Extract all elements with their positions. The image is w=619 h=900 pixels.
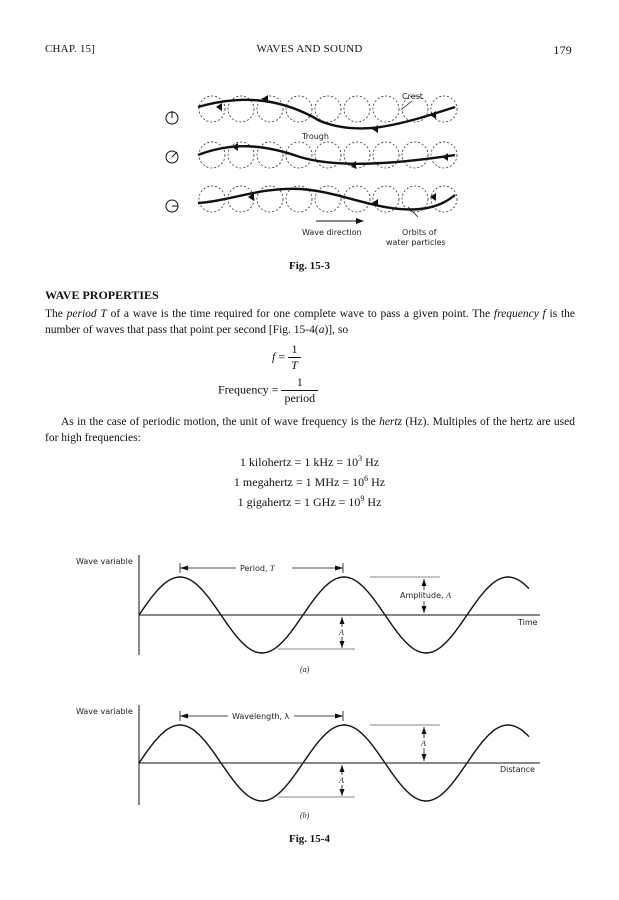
- orbit-arrows: [216, 95, 448, 207]
- section-heading: WAVE PROPERTIES: [45, 288, 159, 302]
- equation-frequency-equals-1-over-period: Frequency = $\frac{1}{\text{period}}$: [218, 375, 318, 406]
- wavelength-label: Wavelength, λ: [232, 712, 290, 721]
- paragraph-period-frequency: The period T of a wave is the time required for one complete wave to pass a given point. The frequency f is the number of waves that pass that point per second [Fig. 15-4(a)], so: [45, 308, 575, 336]
- orbits-label-line2: water particles: [386, 238, 446, 247]
- wave-profile-1: [198, 100, 455, 129]
- orbit-circle: [199, 142, 225, 168]
- unit-kilohertz: 1 kilohertz = 1 kHz = $10^3$ Hz: [239, 454, 380, 469]
- frequency-term: frequency f: [493, 308, 546, 320]
- period-term: period T: [66, 308, 107, 320]
- fig-15-4a-sublabel: (a): [300, 665, 310, 674]
- particle-orbits: [199, 96, 457, 212]
- lower-amplitude-label-b: A: [339, 776, 344, 785]
- orbit-circle: [402, 142, 428, 168]
- crest-label: Crest: [402, 92, 423, 101]
- amplitude-label: Amplitude, A: [400, 591, 451, 600]
- paragraph-hertz: As in the case of periodic motion, the unit of wave frequency is the hertz (Hz). Multiples of the hertz are used for high frequencies:: [45, 416, 575, 444]
- phase-icon-3: [166, 200, 178, 212]
- orbit-circle: [286, 96, 312, 122]
- equation-f-equals-1-over-T: f = $\frac{1}{T}$: [272, 342, 301, 373]
- orbit-circle: [373, 96, 399, 122]
- orbit-circle: [286, 142, 312, 168]
- fig-15-4b-ylabel: Wave variable: [76, 707, 133, 716]
- fig-15-4b-plot: [0, 700, 619, 830]
- orbit-circle: [315, 96, 341, 122]
- upper-amplitude-label-b: A: [421, 739, 426, 748]
- orbit-circle: [315, 186, 341, 212]
- unit-megahertz: 1 megahertz = 1 MHz = $10^6$ Hz: [233, 474, 386, 489]
- unit-gigahertz: 1 gigahertz = 1 GHz = $10^9$ Hz: [237, 494, 382, 509]
- fig-15-3-diagram: [0, 85, 619, 250]
- orbits-label-line1: Orbits of: [402, 228, 437, 237]
- fig-15-4a-plot: [0, 550, 619, 680]
- fig-15-3-caption: Fig. 15-3: [289, 260, 330, 272]
- chapter-header: CHAP. 15]: [45, 43, 96, 55]
- wave-direction-label: Wave direction: [302, 228, 362, 237]
- orbit-circle: [257, 142, 283, 168]
- fig-15-4a-xlabel: Time: [518, 618, 538, 627]
- page-number: 179: [553, 43, 572, 57]
- fig-15-4a-ylabel: Wave variable: [76, 557, 133, 566]
- fig-15-4b-xlabel: Distance: [500, 765, 535, 774]
- lower-amplitude-label-a: A: [339, 628, 344, 637]
- period-label: Period, T: [240, 564, 275, 573]
- orbit-circle: [228, 186, 254, 212]
- trough-label: Trough: [302, 132, 329, 141]
- orbit-circle: [344, 96, 370, 122]
- running-title: WAVES AND SOUND: [256, 43, 363, 55]
- fig-15-4-caption: Fig. 15-4: [289, 833, 330, 845]
- phase-icon-1: [166, 111, 178, 124]
- fig-15-4b-sublabel: (b): [300, 811, 310, 820]
- wave-profile-3: [198, 189, 455, 210]
- phase-icon-2: [166, 151, 178, 163]
- hertz-term: hertz: [379, 416, 403, 428]
